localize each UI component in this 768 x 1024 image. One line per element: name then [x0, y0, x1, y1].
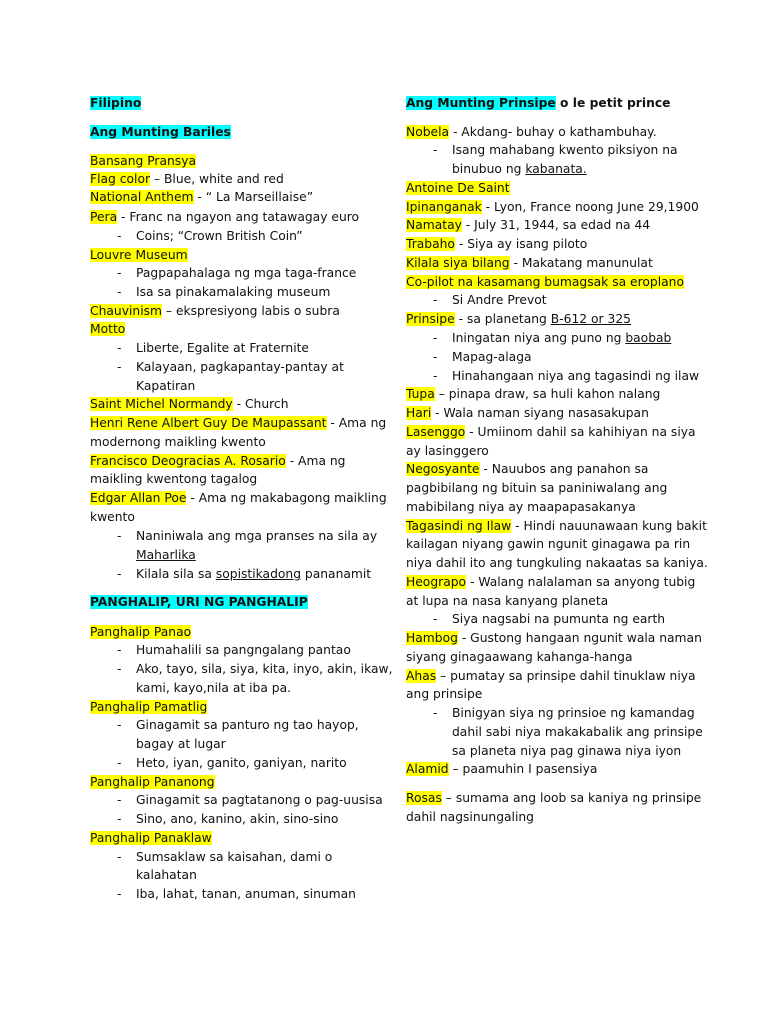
text-line	[90, 434, 266, 450]
bullet-text	[136, 528, 377, 544]
text-line	[90, 415, 386, 431]
dash-bullet: -	[117, 756, 122, 770]
text-line	[406, 199, 699, 215]
text-line	[406, 405, 649, 421]
text-span: - Umiinom dahil sa kahihiyan na siya	[465, 425, 696, 439]
highlighted-term: Negosyante	[406, 462, 480, 476]
underlined-text: sopistikadong	[215, 567, 301, 581]
text-span: - Gustong hangaan ngunit wala naman	[457, 631, 702, 645]
text-span: Isang mahabang kwento piksiyon na	[452, 143, 678, 157]
text-span: kailagan niyang gawin ngunit ginagawa pa rin	[406, 537, 691, 551]
bullet-text	[136, 340, 309, 356]
bullet-text	[136, 265, 356, 281]
bullet-text	[136, 547, 196, 563]
dash-bullet: -	[117, 341, 122, 355]
bullet-text	[452, 705, 695, 721]
highlighted-term: Pera	[90, 210, 118, 224]
text-span: Hinahangaan niya ang tagasindi ng ilaw	[452, 369, 700, 383]
underlined-text: baobab	[625, 331, 672, 345]
dash-bullet: -	[117, 850, 122, 864]
bullet-text	[136, 680, 291, 696]
highlighted-term: Trabaho	[406, 237, 455, 251]
text-span: Iba, lahat, tanan, anuman, sinuman	[136, 887, 356, 901]
text-line	[406, 461, 648, 477]
text-line	[90, 509, 135, 525]
highlighted-term: Francisco Deogracias A. Rosario	[90, 454, 286, 468]
text-span: Pagpapahalaga ng mga taga-france	[136, 266, 357, 280]
text-span: niya dahil ito ang tungkuling nakaatas sa kaniya.	[406, 556, 708, 570]
highlighted-term: Alamid	[406, 762, 449, 776]
underlined-text: Maharlika	[136, 548, 196, 562]
bullet-text	[136, 867, 197, 883]
highlighted-term: Henri Rene Albert Guy De Maupassant	[90, 416, 327, 430]
text-span: - Walang nalalaman sa anyong tubig	[466, 575, 696, 589]
text-line	[90, 303, 340, 319]
text-line	[406, 124, 657, 140]
text-span: maikling kwentong tagalog	[90, 472, 258, 486]
highlighted-term: Chauvinism	[90, 304, 162, 318]
text-span: – sumama ang loob sa kaniya ng prinsipe	[441, 791, 702, 805]
bullet-text	[136, 378, 195, 394]
text-line	[406, 499, 636, 515]
text-line	[90, 321, 125, 337]
text-span: – ekspresiyong labis o subra	[162, 304, 340, 318]
dash-bullet: -	[433, 293, 438, 307]
text-line	[406, 424, 696, 440]
text-span: Kalayaan, pagkapantay-pantay at	[136, 360, 344, 374]
dash-bullet: -	[117, 793, 122, 807]
highlighted-term: Tagasindi ng Ilaw	[406, 519, 512, 533]
highlighted-term: Filipino	[90, 96, 142, 110]
text-span: pagbibilang ng bituin sa paniniwalang ang	[406, 481, 668, 495]
text-line	[90, 171, 284, 187]
section-heading	[406, 95, 670, 111]
highlighted-term: Ipinanganak	[406, 200, 482, 214]
text-span: - “ La Marseillaise”	[193, 190, 314, 204]
text-line	[406, 668, 696, 684]
text-span: Isa sa pinakamalaking museum	[136, 285, 331, 299]
text-span: Liberte, Egalite at Fraternite	[136, 341, 309, 355]
text-span: - Wala naman siyang nasasakupan	[431, 406, 649, 420]
text-span: - Franc na ngayon ang tatawagay euro	[117, 210, 360, 224]
bullet-text	[136, 642, 351, 658]
underlined-text: kabanata.	[525, 162, 587, 176]
highlighted-term: PANGHALIP, URI NG PANGHALIP	[90, 595, 308, 609]
text-line	[90, 830, 212, 846]
text-span: Coins; “Crown British Coin”	[136, 229, 303, 243]
bullet-text	[452, 330, 671, 346]
dash-bullet: -	[117, 812, 122, 826]
text-line	[406, 555, 708, 571]
highlighted-term: Panghalip Panao	[90, 625, 192, 639]
bullet-text	[452, 292, 547, 308]
dash-bullet: -	[117, 567, 122, 581]
text-line	[406, 761, 597, 777]
text-span: – Blue, white and red	[150, 172, 284, 186]
dash-bullet: -	[433, 350, 438, 364]
highlighted-term: Nobela	[406, 125, 450, 139]
text-line	[90, 247, 188, 263]
bullet-text	[136, 284, 330, 300]
text-line	[406, 311, 631, 327]
bullet-text	[136, 792, 383, 808]
dash-bullet: -	[117, 529, 122, 543]
bullet-text	[452, 161, 587, 177]
text-span: binubuo ng	[452, 162, 526, 176]
bullet-text	[452, 368, 699, 384]
highlighted-term: Louvre Museum	[90, 248, 188, 262]
highlighted-term: Ang Munting Bariles	[90, 125, 231, 139]
text-span: - Ama ng	[326, 416, 387, 430]
text-span: bagay at lugar	[136, 737, 226, 751]
bullet-text	[452, 743, 681, 759]
highlighted-term: National Anthem	[90, 190, 194, 204]
text-span: kami, kayo,nila at iba pa.	[136, 681, 292, 695]
text-span: Kapatiran	[136, 379, 196, 393]
text-span: modernong maikling kwento	[90, 435, 266, 449]
text-line	[406, 236, 587, 252]
text-line	[90, 189, 313, 205]
underlined-text: B-612 or 325	[550, 312, 631, 326]
text-span: – pinapa draw, sa huli kahon nalang	[434, 387, 661, 401]
dash-bullet: -	[117, 285, 122, 299]
text-line	[90, 153, 196, 169]
text-span: Iningatan niya ang puno ng	[452, 331, 626, 345]
text-span: mabibilang niya ay maapapasakanya	[406, 500, 636, 514]
text-line	[406, 274, 684, 290]
text-line	[406, 536, 690, 552]
highlighted-term: Rosas	[406, 791, 442, 805]
text-span: - sa planetang	[454, 312, 551, 326]
dash-bullet: -	[433, 331, 438, 345]
text-span: - Hindi nauunawaan kung bakit	[511, 519, 707, 533]
highlighted-term: Bansang Pransya	[90, 154, 197, 168]
bullet-text	[136, 886, 356, 902]
highlighted-term: Kilala siya bilang	[406, 256, 510, 270]
text-line	[406, 790, 701, 806]
highlighted-term: Saint Michel Normandy	[90, 397, 233, 411]
text-span: Heto, iyan, ganito, ganiyan, narito	[136, 756, 347, 770]
highlighted-term: Edgar Allan Poe	[90, 491, 187, 505]
text-span: – pumatay sa prinsipe dahil tinuklaw niya	[436, 669, 696, 683]
text-line	[90, 774, 215, 790]
highlighted-term: Panghalip Panaklaw	[90, 831, 212, 845]
text-span: Naniniwala ang mga pranses na sila ay	[136, 529, 378, 543]
text-line	[406, 217, 650, 233]
highlighted-term: Heograpo	[406, 575, 467, 589]
dash-bullet: -	[117, 718, 122, 732]
text-span: dahil sabi niya makakabalik ang prinsipe	[452, 725, 703, 739]
text-span: - Makatang manunulat	[509, 256, 653, 270]
highlighted-term: Tupa	[406, 387, 435, 401]
text-span: kwento	[90, 510, 135, 524]
bullet-text	[452, 611, 665, 627]
dash-bullet: -	[433, 612, 438, 626]
dash-bullet: -	[117, 643, 122, 657]
highlighted-term: Motto	[90, 322, 126, 336]
text-line	[406, 255, 653, 271]
bullet-text	[136, 228, 303, 244]
text-span: Siya nagsabi na pumunta ng earth	[452, 612, 666, 626]
text-span: Ginagamit sa pagtatanong o pag-uusisa	[136, 793, 383, 807]
dash-bullet: -	[117, 360, 122, 374]
text-line	[90, 699, 207, 715]
section-heading	[90, 95, 141, 111]
dash-bullet: -	[117, 662, 122, 676]
text-line	[406, 809, 534, 825]
highlighted-term: Panghalip Pananong	[90, 775, 215, 789]
text-line	[90, 471, 257, 487]
text-span: siyang ginagaawang kahanga-hanga	[406, 650, 633, 664]
bullet-text	[136, 849, 332, 865]
highlighted-term: Ang Munting Prinsipe	[406, 96, 556, 110]
bullet-text	[452, 349, 532, 365]
bullet-text	[136, 811, 338, 827]
text-span: o le petit prince	[555, 96, 671, 110]
text-line	[406, 443, 489, 459]
section-heading	[90, 124, 231, 140]
text-line	[406, 574, 695, 590]
text-span: ang prinsipe	[406, 687, 483, 701]
text-span: - Akdang- buhay o kathambuhay.	[449, 125, 657, 139]
text-span: - Siya ay isang piloto	[454, 237, 588, 251]
text-line	[90, 453, 346, 469]
text-span: Humahalili sa pangngalang pantao	[136, 643, 351, 657]
text-line	[90, 396, 289, 412]
bullet-text	[452, 724, 703, 740]
highlighted-term: Hambog	[406, 631, 458, 645]
text-span: - Lyon, France noong June 29,1900	[481, 200, 699, 214]
text-span: Ako, tayo, sila, siya, kita, inyo, akin, ikaw,	[136, 662, 393, 676]
text-line	[406, 518, 707, 534]
text-span: sa planeta niya pag ginawa niya iyon	[452, 744, 682, 758]
text-line	[406, 593, 608, 609]
text-line	[406, 630, 702, 646]
highlighted-term: Prinsipe	[406, 312, 455, 326]
text-span: ay lasinggero	[406, 444, 489, 458]
text-span: at lupa na nasa kanyang planeta	[406, 594, 609, 608]
bullet-text	[136, 755, 347, 771]
text-span: Si Andre Prevot	[452, 293, 547, 307]
dash-bullet: -	[433, 369, 438, 383]
text-span: - Nauubos ang panahon sa	[479, 462, 649, 476]
text-span: - July 31, 1944, sa edad na 44	[461, 218, 651, 232]
text-span: dahil nagsinungaling	[406, 810, 534, 824]
highlighted-term: Flag color	[90, 172, 151, 186]
text-span: Kilala sila sa	[136, 567, 216, 581]
dash-bullet: -	[117, 887, 122, 901]
text-span: pananamit	[301, 567, 372, 581]
text-span: kalahatan	[136, 868, 197, 882]
highlighted-term: Antoine De Saint	[406, 181, 510, 195]
dash-bullet: -	[117, 229, 122, 243]
dash-bullet: -	[117, 266, 122, 280]
text-span: Sino, ano, kanino, akin, sino-sino	[136, 812, 339, 826]
dash-bullet: -	[433, 706, 438, 720]
highlighted-term: Ahas	[406, 669, 437, 683]
text-line	[406, 480, 667, 496]
dash-bullet: -	[433, 143, 438, 157]
text-span: – paamuhin I pasensiya	[448, 762, 598, 776]
bullet-text	[136, 717, 359, 733]
text-span: Mapag-alaga	[452, 350, 532, 364]
text-span: - Ama ng	[285, 454, 346, 468]
text-span: Binigyan siya ng prinsioe ng kamandag	[452, 706, 695, 720]
text-line	[90, 624, 191, 640]
bullet-text	[452, 142, 678, 158]
bullet-text	[136, 736, 226, 752]
text-span: - Ama ng makabagong maikling	[186, 491, 387, 505]
text-line	[406, 386, 660, 402]
text-span: Sumsaklaw sa kaisahan, dami o	[136, 850, 333, 864]
text-line	[406, 649, 632, 665]
text-span: - Church	[232, 397, 289, 411]
text-span: Ginagamit sa panturo ng tao hayop,	[136, 718, 359, 732]
highlighted-term: Lasenggo	[406, 425, 466, 439]
highlighted-term: Panghalip Pamatlig	[90, 700, 208, 714]
text-line	[406, 180, 510, 196]
highlighted-term: Namatay	[406, 218, 462, 232]
highlighted-term: Co-pilot na kasamang bumagsak sa eroplano	[406, 275, 685, 289]
bullet-text	[136, 359, 344, 375]
highlighted-term: Hari	[406, 406, 432, 420]
bullet-text	[136, 566, 371, 582]
text-line	[90, 490, 387, 506]
section-heading	[90, 594, 308, 610]
bullet-text	[136, 661, 393, 677]
text-line	[90, 209, 359, 225]
text-line	[406, 686, 482, 702]
